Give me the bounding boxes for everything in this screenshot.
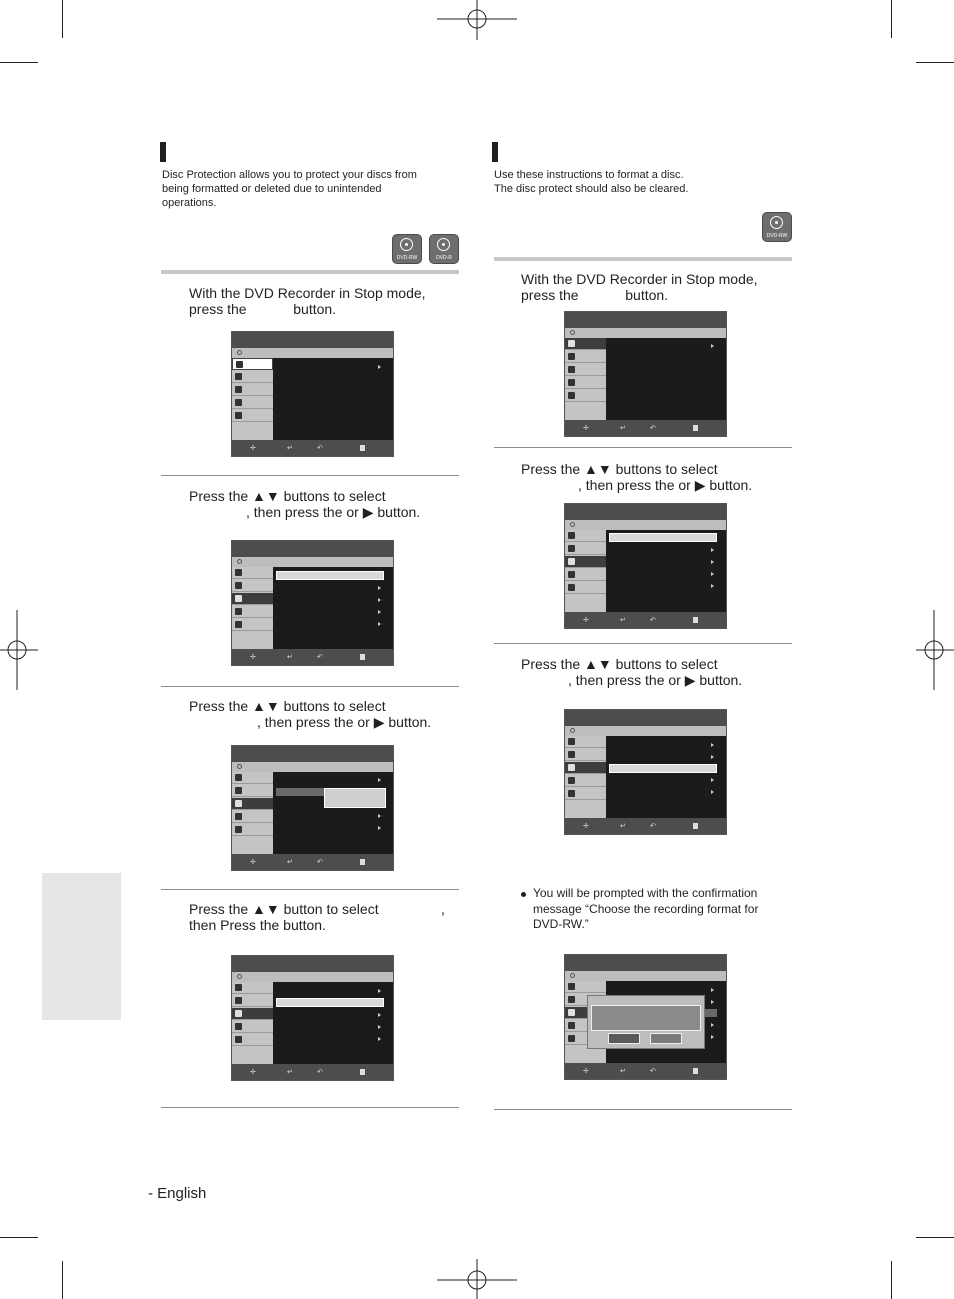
intro-line: Disc Protection allows you to protect your discs from <box>162 169 417 181</box>
intro-line: Use these instructions to format a disc. <box>494 169 684 181</box>
menu-screen: ✛ ↵ ↶ <box>231 540 394 666</box>
crop-mark <box>0 62 38 63</box>
step-divider <box>161 686 459 687</box>
confirmation-note <box>533 886 793 933</box>
note-line: message “Choose the recording format for <box>533 901 759 916</box>
intro-line: The disc protect should also be cleared. <box>494 183 689 195</box>
intro-line: operations. <box>162 197 217 209</box>
step-line: Press the ▲▼ buttons to select <box>189 488 386 504</box>
badge-label: DVD-R <box>436 255 452 261</box>
crop-mark <box>62 1261 63 1299</box>
dvd-r-badge-icon <box>429 234 459 264</box>
registration-mark-right <box>916 610 954 690</box>
step-line: With the DVD Recorder in Stop mode, <box>189 285 426 301</box>
menu-screen: ✛ ↵ ↶ <box>564 503 727 629</box>
page-footer-language: - English <box>148 1185 207 1202</box>
left-intro <box>162 168 462 210</box>
step-line: , then press the or ▶ button. <box>257 714 432 730</box>
section-heading-bar <box>160 142 166 162</box>
menu-screen: ✛ ↵ ↶ <box>564 311 727 437</box>
left-step-3 <box>189 698 459 730</box>
step-line: Press the ▲▼ button to select <box>189 901 379 917</box>
badge-label: DVD-RW <box>766 233 788 239</box>
step-line: Press the ▲▼ buttons to select <box>521 461 718 477</box>
step-divider <box>494 447 792 448</box>
menu-screen: ✛ ↵ ↶ <box>231 331 394 457</box>
menu-screen-dialog: ✛ ↵ ↶ <box>564 954 727 1080</box>
step-line: Press the ▲▼ buttons to select <box>189 698 386 714</box>
right-step-1 <box>521 271 791 303</box>
menu-screen: ✛ ↵ ↶ <box>231 955 394 1081</box>
dvd-rw-badge-icon <box>392 234 422 264</box>
right-intro <box>494 168 794 196</box>
step-line-tail: , <box>441 901 445 917</box>
registration-mark-bottom <box>437 1259 517 1299</box>
step-line: With the DVD Recorder in Stop mode, <box>521 271 758 287</box>
step-line: press the button. <box>189 301 337 317</box>
step-line: press the button. <box>521 287 669 303</box>
intro-line: being formatted or deleted due to unintended <box>162 183 382 195</box>
step-divider <box>161 475 459 476</box>
section-end-rule <box>161 1107 459 1108</box>
confirmation-dialog <box>587 995 705 1049</box>
registration-mark-left <box>0 610 38 690</box>
step-line: , then press the or ▶ button. <box>568 672 743 688</box>
dvd-rw-badge-icon <box>762 212 792 242</box>
section-rule <box>494 257 792 261</box>
menu-screen: ✛ ↵ ↶ <box>564 709 727 835</box>
menu-screen: ✛ ↵ ↶ <box>231 745 394 871</box>
left-step-2 <box>189 488 459 520</box>
crop-mark <box>891 0 892 38</box>
note-line: DVD-RW.” <box>533 917 589 931</box>
step-line: then Press the button. <box>189 917 326 933</box>
right-step-2 <box>521 461 791 493</box>
left-step-1 <box>189 285 459 317</box>
step-line: , then press the or ▶ button. <box>246 504 421 520</box>
badge-label: DVD-RW <box>396 255 418 261</box>
section-end-rule <box>494 1109 792 1110</box>
crop-mark <box>0 1237 38 1238</box>
left-step-4 <box>189 901 459 933</box>
step-divider <box>494 643 792 644</box>
section-heading-bar <box>492 142 498 162</box>
right-step-3 <box>521 656 791 688</box>
step-divider <box>161 889 459 890</box>
crop-mark <box>916 62 954 63</box>
crop-mark <box>891 1261 892 1299</box>
note-line: You will be prompted with the confirmation <box>533 886 758 900</box>
bullet-icon <box>521 892 526 897</box>
step-line: , then press the or ▶ button. <box>578 477 753 493</box>
chapter-tab <box>42 873 121 1020</box>
crop-mark <box>916 1237 954 1238</box>
step-line: Press the ▲▼ buttons to select <box>521 656 718 672</box>
crop-mark <box>62 0 63 38</box>
section-rule <box>161 270 459 274</box>
registration-mark-top <box>437 0 517 40</box>
